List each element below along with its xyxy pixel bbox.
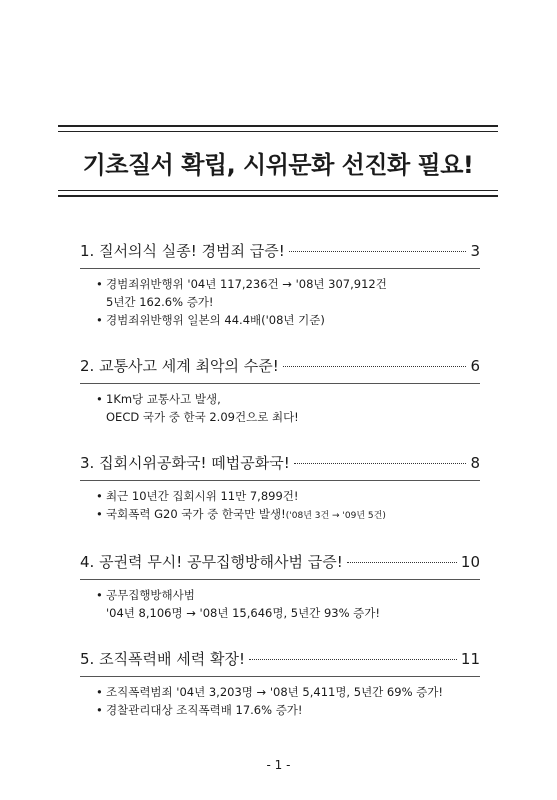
list-item <box>96 586 480 622</box>
bullet-text-continued: 5년간 162.6% 증가! <box>106 295 214 309</box>
toc-page-number: 6 <box>470 357 480 375</box>
bullet-text: 국회폭력 G20 국가 중 한국만 발생! <box>106 507 286 521</box>
bullet-text: 경찰관리대상 조직폭력배 17.6% 증가! <box>106 703 303 717</box>
bullet-list <box>80 487 480 525</box>
dot-leader <box>289 251 467 252</box>
bullet-text: 1Km당 교통사고 발생, <box>106 392 221 406</box>
bullet-list <box>80 586 480 622</box>
bullet-note: ('08년 3건 → '09년 5건) <box>285 511 386 521</box>
bullet-list <box>80 683 480 719</box>
toc-heading-text: 3. 집회시위공화국! 떼법공화국! <box>80 454 290 472</box>
title-rule-top <box>58 131 498 132</box>
toc-section-1 <box>80 240 480 329</box>
title-rule-bottom <box>58 190 498 191</box>
toc-section-5 <box>80 648 480 719</box>
dot-leader <box>294 463 467 464</box>
bullet-text-continued: '04년 8,106명 → '08년 15,646명, 5년간 93% 증가! <box>106 606 380 620</box>
toc-page-number: 3 <box>470 242 480 260</box>
toc-heading[interactable] <box>80 452 480 476</box>
bullet-text: 공무집행방해사범 <box>106 588 195 602</box>
toc-page-number: 11 <box>460 650 480 668</box>
toc-page-number: 10 <box>460 553 480 571</box>
toc-heading[interactable] <box>80 240 480 264</box>
list-item <box>96 683 480 701</box>
list-item <box>96 311 480 329</box>
page-title: 기초질서 확립, 시위문화 선진화 필요! <box>82 151 474 179</box>
bullet-text: 경범죄위반행위 '04년 117,236건 → '08년 307,912건 <box>106 277 387 291</box>
list-item <box>96 275 480 311</box>
toc-page-number: 8 <box>470 454 480 472</box>
dot-leader <box>249 659 457 660</box>
list-item <box>96 505 480 525</box>
dot-leader <box>347 562 457 563</box>
section-divider <box>80 383 480 384</box>
title-box <box>58 125 498 197</box>
bullet-list <box>80 390 480 426</box>
toc-heading-text: 4. 공권력 무시! 공무집행방해사범 급증! <box>80 553 343 571</box>
toc-heading[interactable] <box>80 551 480 575</box>
section-divider <box>80 268 480 269</box>
toc-heading-text: 5. 조직폭력배 세력 확장! <box>80 650 246 668</box>
table-of-contents <box>80 240 480 719</box>
list-item <box>96 701 480 719</box>
toc-heading[interactable] <box>80 355 480 379</box>
bullet-text: 조직폭력범죄 '04년 3,203명 → '08년 5,411명, 5년간 69% 증가! <box>106 685 443 699</box>
bullet-text-continued: OECD 국가 중 한국 2.09건으로 최다! <box>106 410 299 424</box>
toc-section-4 <box>80 551 480 622</box>
bullet-list <box>80 275 480 329</box>
toc-section-2 <box>80 355 480 426</box>
list-item <box>96 390 480 426</box>
section-divider <box>80 480 480 481</box>
dot-leader <box>283 366 467 367</box>
toc-heading[interactable] <box>80 648 480 672</box>
bullet-text: 경범죄위반행위 일본의 44.4배('08년 기준) <box>106 313 325 327</box>
section-divider <box>80 579 480 580</box>
toc-section-3 <box>80 452 480 525</box>
toc-heading-text: 1. 질서의식 실종! 경범죄 급증! <box>80 242 285 260</box>
page-number-footer: - 1 - <box>266 758 291 772</box>
list-item <box>96 487 480 505</box>
section-divider <box>80 676 480 677</box>
toc-heading-text: 2. 교통사고 세계 최악의 수준! <box>80 357 279 375</box>
bullet-text: 최근 10년간 집회시위 11만 7,899건! <box>106 489 299 503</box>
